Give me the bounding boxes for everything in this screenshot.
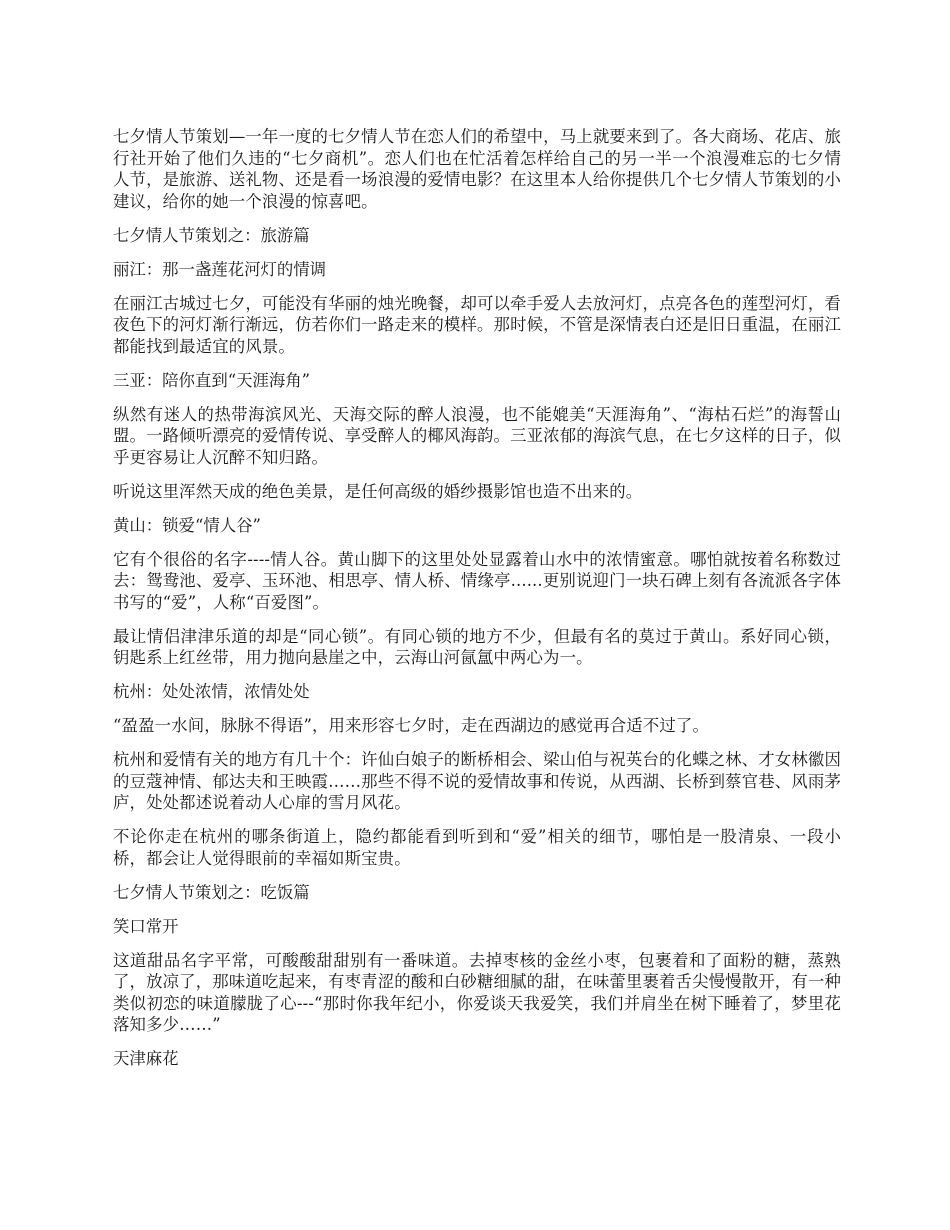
subheading-sanya: 三亚：陪你直到“天涯海角” xyxy=(113,370,311,390)
paragraph-huangshan-lock: 最让情侣津津乐道的却是“同心锁”。有同心锁的地方不少，但最有名的莫过于黄山。系好同心锁，钥匙系上红丝带，用力抛向悬崖之中，云海山河氤氲中两心为一。 xyxy=(113,626,841,667)
document-body xyxy=(113,126,841,1082)
subheading-tianjin-mahua: 天津麻花 xyxy=(113,1049,179,1068)
intro-paragraph: 七夕情人节策划—一年一度的七夕情人节在恋人们的希望中，马上就要来到了。各大商场、花店、旅行社开始了他们久违的“七夕商机”。恋人们也在忙活着怎样给自己的另一半一个浪漫难忘的七夕情人节，是旅游、送礼物、还是看一场浪漫的爱情电影？在这里本人给你提供几个七夕情人节策划的小建议，给你的她一个浪漫的惊喜吧。 xyxy=(113,127,841,211)
paragraph-hangzhou-quote: “盈盈一水间，脉脉不得语”，用来形容七夕时，走在西湖边的感觉再合适不过了。 xyxy=(113,716,709,735)
paragraph-sanya-scenery: 听说这里浑然天成的绝色美景，是任何高级的婚纱摄影馆也造不出来的。 xyxy=(113,481,643,501)
subheading-lijiang: 丽江：那一盏莲花河灯的情调 xyxy=(113,259,327,279)
section-heading-travel: 七夕情人节策划之：旅游篇 xyxy=(113,225,310,245)
subheading-huangshan: 黄山：锁爱“情人谷” xyxy=(113,515,261,535)
paragraph-hangzhou-places: 杭州和爱情有关的地方有几十个：许仙白娘子的断桥相会、梁山伯与祝英台的化蝶之林、才女林徽因的豆蔻神情、郁达夫和王映霞……那些不得不说的爱情故事和传说，从西湖、长桥到蔡官巷、风雨茅庐，处处都述说着动人心扉的雪月风花。 xyxy=(113,750,841,812)
section-heading-dining: 七夕情人节策划之：吃饭篇 xyxy=(113,882,310,902)
paragraph-huangshan: 它有个很俗的名字----情人谷。黄山脚下的这里处处显露着山水中的浓情蜜意。哪怕就按着名称数过去：鸳鸯池、爱亭、玉环池、相思亭、情人桥、情缘亭......更别说迎门一块石碑上刻有各流派各字体书写的“爱”，人称“百爱图”。 xyxy=(113,549,841,612)
paragraph-xiaokou: 这道甜品名字平常，可酸酸甜甜别有一番味道。去掉枣核的金丝小枣，包裹着和了面粉的糖，蒸熟了，放凉了，那味道吃起来，有枣青涩的酸和白砂糖细腻的甜，在味蕾里裹着舌尖慢慢散开，有一种类似初恋的味道朦胧了心---“那时你我年纪小，你爱谈天我爱笑，我们并肩坐在树下睡着了，梦里花落知多少……” xyxy=(113,950,841,1034)
paragraph-hangzhou-streets: 不论你走在杭州的哪条街道上，隐约都能看到听到和“爱”相关的细节，哪怕是一股清泉、一段小桥，都会让人觉得眼前的幸福如斯宝贵。 xyxy=(113,827,841,868)
subheading-hangzhou: 杭州：处处浓情，浓情处处 xyxy=(113,682,310,701)
paragraph-sanya: 纵然有迷人的热带海滨风光、天海交际的醉人浪漫，也不能媲美“天涯海角”、“海枯石烂”的海誓山盟。一路倾听漂亮的爱情传说、享受醉人的椰风海韵。三亚浓郁的海滨气息，在七夕这样的日子，似乎更容易让人沉醉不知归路。 xyxy=(113,404,841,467)
paragraph-lijiang: 在丽江古城过七夕，可能没有华丽的烛光晚餐，却可以牵手爱人去放河灯，点亮各色的莲型河灯，看夜色下的河灯渐行渐远，仿若你们一路走来的模样。那时候，不管是深情表白还是旧日重温，在丽江都能找到最适宜的风景。 xyxy=(113,293,841,356)
subheading-xiaokou: 笑口常开 xyxy=(113,916,179,936)
